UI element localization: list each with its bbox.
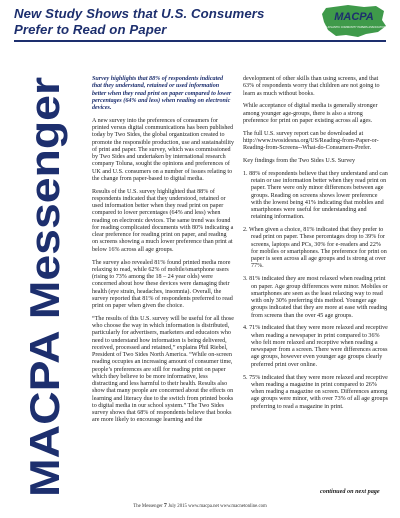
paragraph: The full U.S. survey report can be downloaded at http://www.twosidesna.org/US/Reading-from-Paper-or-Reading-from-Screens--What-do-Consumers-Prefer. [243, 130, 379, 152]
paragraph: A new survey into the preferences of consumers for printed versus digital communications has been published today by Two Sides, the global organization created to promote the responsible production, use and sustainability of print and paper. The survey, which was commissioned by Two Sides and undertaken by international research company Toluna, sought the opinions and preferences of UK and U.S. consumers on a number of issues relating to the change from paper-based to digital media. [92, 117, 234, 182]
continued-note: continued on next page [320, 488, 380, 495]
findings-list [243, 171, 388, 411]
left-column [92, 76, 234, 430]
masthead-vertical-title: MACPA Messenger [21, 116, 68, 497]
paragraph: The survey also revealed 81% found printed media more relaxing to read, while 62% of mobile/smartphone users (rising to 73% among the 18 – 24 year olds) were concerned about how these devices were damaging their health (eye strain, headaches, insomnia). Overall, the survey reported that 81% of respondents preferred to read print on paper when given the choice. [92, 259, 233, 310]
key-findings-heading: Key findings from the Two Sides U.S. Survey [243, 158, 356, 165]
footer-publication: The Messenger [133, 504, 163, 509]
list-item: 2. When given a choice, 81% indicated that they prefer to read print on paper. These percentages drop to 39% for screens, laptops and PCs, 30% for e-readers and 22% for mobiles or smartphones. The preference for print on paper is seen across all age groups and is strong at over 77%. [243, 227, 387, 270]
paragraph: While acceptance of digital media is generally stronger among younger age-groups, there is also a strong preference for print on paper existing across all ages. [243, 103, 378, 124]
list-item: 5. 75% indicated that they were more relaxed and receptive when reading a magazine in print compared to 26% when reading a magazine on screen. Differences among age groups were minor, with over 73% of all age groups preferring to read a magazine in print. [243, 374, 388, 410]
list-item: 4. 71% indicated that they were more relaxed and receptive when reading a newspaper in print compared to 36% who felt more relaxed and receptive when reading a newspaper from a screen. There were differences across age groups, however even younger age groups clearly preferred print over online. [243, 325, 388, 368]
macpa-logo [318, 2, 390, 40]
logo-subtext: MID-ATLANTIC COMMUNITY PAPERS ASSOCIATION [322, 26, 386, 29]
list-item: 3. 81% indicated they are most relaxed when reading print on paper. Age group differences were minor. Mobiles or smartphones are seen as the least relaxing way to read with only 30% preferring this method. Younger age groups indicated that they are more at ease with reading from screens than the over 45 age groups. [243, 276, 388, 319]
footer-details: July 2015 www.macpa.net www.macnetonline.com [168, 504, 267, 509]
page-footer [100, 503, 300, 509]
paragraph: development of other skills than using screens, and that 63% of respondents worry that children are not going to learn as much without books. [243, 76, 380, 97]
sidebar [14, 72, 70, 500]
right-column [243, 76, 388, 416]
paragraph: Results of the U.S. survey highlighted that 88% of respondents indicated that they understood, retained or used information better when they read print on paper compared to lower percentages (64% and less) when reading on electronic devices. The same trend was found for reading complicated documents with 80% indicating a clear preference for reading print on paper, and reading on screens showing a much lower preference than print at below 16% across all age groups. [92, 188, 234, 253]
header-rule [14, 40, 386, 42]
headline-line-2: Prefer to Read on Paper [14, 22, 167, 37]
headline-block [14, 6, 314, 38]
logo-text: MACPA [334, 11, 374, 23]
intro-summary: Survey highlights that 88% of respondents indicated that they understand, retained or used information better when they read print on paper compared to lower percentages (64% and less) when reading on electronic devices. [92, 76, 232, 111]
page-number: 7 [163, 503, 167, 509]
list-item: 1. 88% of respondents believe that they understand and can retain or use information better when they read print on paper. There were only minor differences between age groups. Reading on screens shows lower preference with the lowest being 41% indicating that mobiles and smartphones were useful for understanding and retaining information. [243, 170, 388, 221]
headline-line-1: New Study Shows that U.S. Consumers [14, 6, 265, 21]
paragraph: “The results of this U.S. survey will be useful for all those who choose the way in which information is distributed, particularly for advertisers, marketers and educators who need to understand how information is being delivered, received, processed and retained,” explains Phil Riebel, President of Two Sides North America. “While on-screen reading occupies an increasing amount of consumer time, people’s preferences are still for reading print on paper which they believe to be more informative, less distracting and less harmful to their health. Results also show that many people are concerned about the effects on learning and literacy due to the switch from printed books to digital media in our school system.” The Two Sides survey shows that 68% of respondents believe that books are more likely to encourage learning and the [92, 315, 234, 424]
